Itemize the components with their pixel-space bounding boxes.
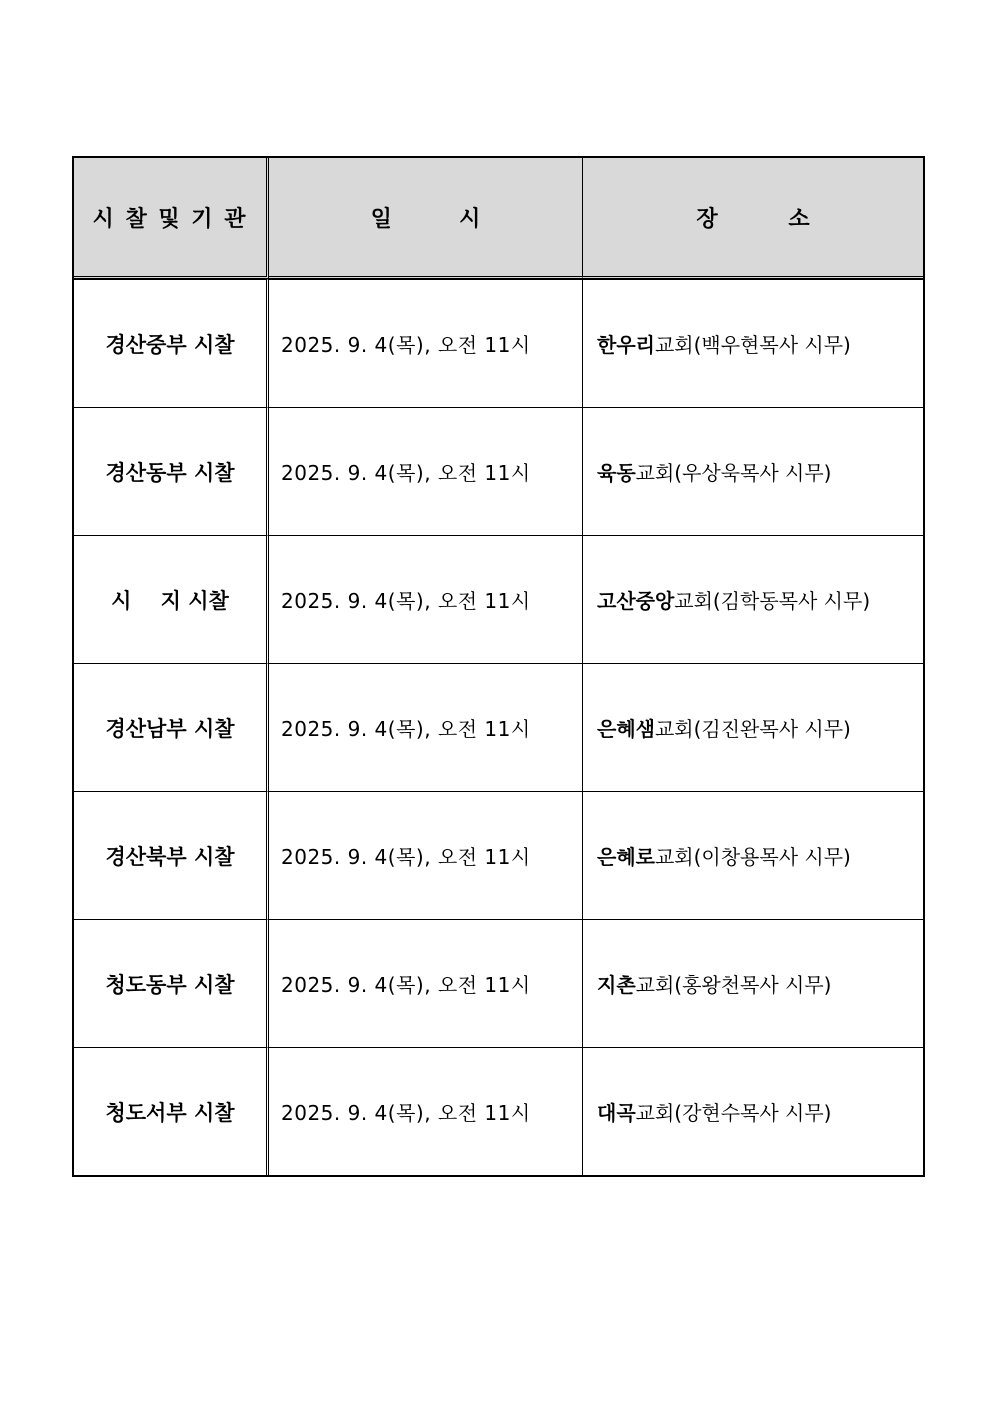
datetime-cell: 2025. 9. 4(목), 오전 11시	[269, 791, 583, 919]
church-name: 지촌	[597, 973, 636, 997]
church-name: 고산중앙	[597, 589, 675, 613]
pastor-info: (이창용목사 시무)	[693, 845, 851, 869]
header-place-right: 소	[788, 206, 810, 232]
pastor-info: (홍왕천목사 시무)	[674, 973, 832, 997]
schedule-table	[72, 156, 925, 1177]
place-cell	[583, 535, 923, 663]
table-row	[74, 535, 923, 663]
pastor-info: (김학동목사 시무)	[712, 589, 871, 613]
church-name: 한우리	[597, 333, 655, 357]
church-name: 은혜로	[597, 845, 655, 869]
organization-cell: 경산남부 시찰	[74, 663, 269, 791]
table-row	[74, 791, 923, 919]
church-suffix: 교회	[635, 1101, 675, 1125]
datetime-cell: 2025. 9. 4(목), 오전 11시	[269, 407, 583, 535]
pastor-info: (우상욱목사 시무)	[674, 461, 832, 485]
place-cell	[583, 791, 923, 919]
place-cell	[583, 279, 923, 407]
table-row	[74, 279, 923, 407]
organization-cell: 경산동부 시찰	[74, 407, 269, 535]
place-cell	[583, 663, 923, 791]
table-row	[74, 663, 923, 791]
header-datetime-right: 시	[459, 206, 481, 232]
table-row	[74, 1047, 923, 1175]
church-suffix: 교회	[635, 973, 675, 997]
header-organization-label: 시 찰 및 기 관	[92, 206, 248, 232]
table-row	[74, 407, 923, 535]
header-place	[583, 158, 923, 279]
header-place-left: 장	[696, 206, 718, 232]
organization-cell: 경산북부 시찰	[74, 791, 269, 919]
organization-cell: 청도서부 시찰	[74, 1047, 269, 1175]
datetime-cell: 2025. 9. 4(목), 오전 11시	[269, 1047, 583, 1175]
header-datetime	[269, 158, 583, 279]
header-datetime-left: 일	[370, 206, 392, 232]
church-suffix: 교회	[654, 845, 694, 869]
place-cell	[583, 1047, 923, 1175]
church-suffix: 교회	[674, 589, 713, 613]
header-organization	[74, 158, 269, 279]
church-suffix: 교회	[635, 461, 675, 485]
datetime-cell: 2025. 9. 4(목), 오전 11시	[269, 663, 583, 791]
pastor-info: (백우현목사 시무)	[693, 333, 851, 357]
pastor-info: (강현수목사 시무)	[674, 1101, 832, 1125]
church-name: 대곡	[597, 1101, 636, 1125]
table-row	[74, 919, 923, 1047]
header-row	[74, 158, 923, 279]
pastor-info: (김진완목사 시무)	[693, 717, 851, 741]
church-suffix: 교회	[654, 333, 694, 357]
church-suffix: 교회	[654, 717, 694, 741]
organization-cell: 시 지 시찰	[74, 535, 269, 663]
datetime-cell: 2025. 9. 4(목), 오전 11시	[269, 919, 583, 1047]
datetime-cell: 2025. 9. 4(목), 오전 11시	[269, 535, 583, 663]
church-name: 은혜샘	[597, 717, 655, 741]
organization-cell: 청도동부 시찰	[74, 919, 269, 1047]
church-name: 육동	[597, 461, 636, 485]
datetime-cell: 2025. 9. 4(목), 오전 11시	[269, 279, 583, 407]
organization-cell: 경산중부 시찰	[74, 279, 269, 407]
place-cell	[583, 407, 923, 535]
place-cell	[583, 919, 923, 1047]
